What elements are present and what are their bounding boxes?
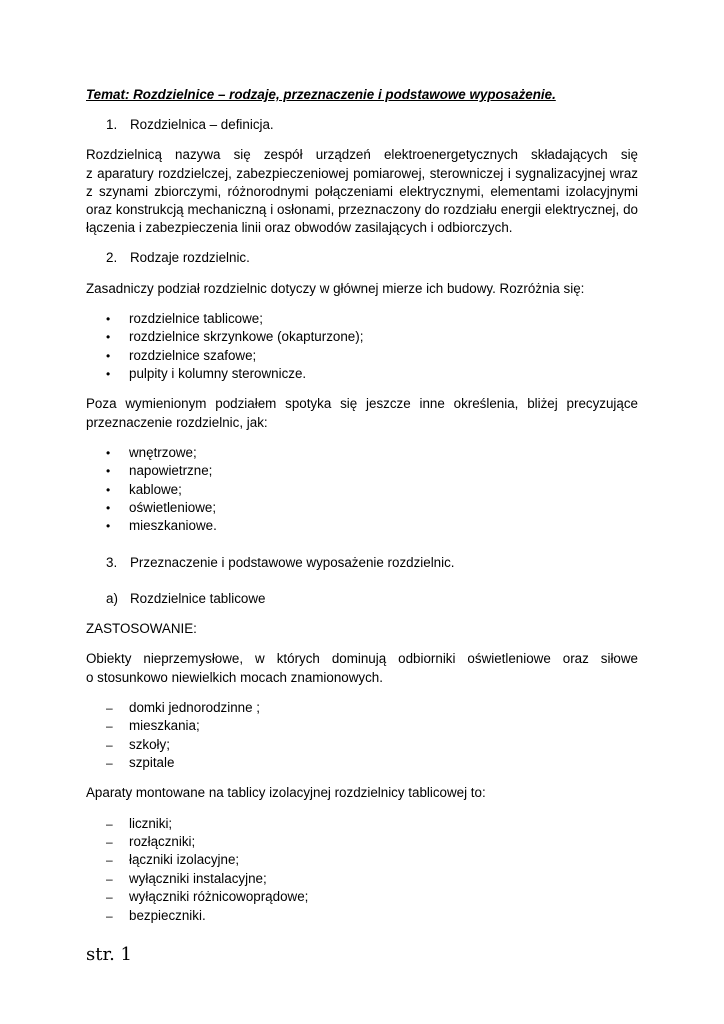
paragraph-line: Poza wymienionym podziałem spotyka się jeszcze inne określenia, bliżej precyzujące [86, 396, 638, 412]
list-item [86, 736, 638, 754]
paragraph-line: z szynami zbiorczymi, różnorodnymi połączeniami elektrycznymi, elementami izolacyjnymi [86, 183, 638, 199]
types-list [86, 310, 638, 384]
list-item-text: łączniki izolacyjne; [129, 852, 240, 868]
list-item-text: rozdzielnice skrzynkowe (okapturzone); [129, 329, 364, 345]
definition-paragraph [86, 146, 638, 237]
list-item [86, 310, 638, 328]
list-item-text: mieszkaniowe. [129, 518, 217, 534]
bullet-marker: • [106, 519, 111, 534]
dash-marker: – [106, 737, 113, 752]
section-2-number: 2. [106, 250, 118, 266]
list-item [86, 699, 638, 717]
dash-marker: – [106, 835, 113, 850]
list-item [86, 347, 638, 365]
section-2-title: Rodzaje rozdzielnic. [130, 250, 250, 266]
list-item [86, 462, 638, 480]
list-item-text: rozłączniki; [129, 834, 196, 850]
dash-marker: – [106, 719, 113, 734]
subsection-a-number: a) [106, 590, 118, 606]
dash-marker: – [106, 871, 113, 886]
section-1-number: 1. [106, 117, 118, 133]
paragraph-line: Obiekty nieprzemysłowe, w których dominują odbiorniki oświetleniowe oraz siłowe [86, 651, 638, 667]
types-intro: Zasadniczy podział rozdzielnic dotyczy w głównej mierze ich budowy. Rozróżnia się: [86, 280, 585, 296]
places-list [86, 699, 638, 773]
subsection-a-heading [86, 590, 638, 608]
bullet-marker: • [106, 501, 111, 516]
list-item-text: wyłączniki różnicowoprądowe; [129, 889, 309, 905]
dash-marker: – [106, 700, 113, 715]
list-item [86, 754, 638, 772]
section-3-title: Przeznaczenie i podstawowe wyposażenie rozdzielnic. [130, 554, 455, 570]
list-item [86, 444, 638, 462]
list-item [86, 833, 638, 851]
list-item-text: domki jednorodzinne ; [129, 699, 261, 715]
section-1-heading [86, 116, 638, 134]
paragraph-line: z aparatury rozdzielczej, zabezpieczeniowej pomiarowej, sterowniczej i sygnalizacyjnej wraz [86, 165, 638, 181]
page-number: str. 1 [86, 944, 132, 965]
application-paragraph [86, 650, 638, 686]
list-item-text: oświetleniowe; [129, 500, 217, 516]
bullet-marker: • [106, 445, 111, 460]
list-item-text: wyłączniki instalacyjne; [129, 870, 267, 886]
section-3-heading [86, 554, 638, 572]
list-item-text: rozdzielnice szafowe; [129, 347, 257, 363]
dash-marker: – [106, 756, 113, 771]
paragraph-line: Rozdzielnicą nazywa się zespół urządzeń elektroenergetycznych składających się [86, 147, 638, 163]
section-1-title: Rozdzielnica – definicja. [130, 117, 274, 133]
list-item-text: wnętrzowe; [129, 444, 197, 460]
bullet-marker: • [106, 482, 111, 497]
list-item [86, 815, 638, 833]
paragraph-line: oraz konstrukcją mechaniczną i osłonami, przeznaczony do rozdziału energii elektrycznej, do [86, 202, 638, 218]
kinds-intro-paragraph [86, 395, 638, 431]
list-item [86, 481, 638, 499]
subsection-a-title: Rozdzielnice tablicowe [130, 590, 266, 606]
list-item [86, 365, 638, 383]
dash-marker: – [106, 908, 113, 923]
list-item-text: szpitale [129, 755, 175, 771]
list-item-text: liczniki; [129, 815, 173, 831]
list-item [86, 717, 638, 735]
paragraph-line: łączenia i zabezpieczenia linii oraz obwodów zasilających i odbiorczych. [86, 220, 513, 236]
list-item [86, 888, 638, 906]
kinds-list [86, 444, 638, 536]
paragraph-line: przeznaczenie rozdzielnic, jak: [86, 414, 268, 430]
dash-marker: – [106, 853, 113, 868]
dash-marker: – [106, 816, 113, 831]
list-item [86, 328, 638, 346]
document-content [86, 86, 638, 925]
application-label: ZASTOSOWANIE: [86, 621, 197, 637]
bullet-marker: • [106, 348, 111, 363]
list-item [86, 906, 638, 924]
bullet-marker: • [106, 464, 111, 479]
list-item-text: rozdzielnice tablicowe; [129, 310, 263, 326]
list-item [86, 517, 638, 535]
list-item-text: kablowe; [129, 481, 182, 497]
list-item [86, 851, 638, 869]
section-2-heading [86, 249, 638, 267]
list-item-text: szkoły; [129, 736, 170, 752]
dash-marker: – [106, 890, 113, 905]
list-item-text: napowietrzne; [129, 463, 213, 479]
document-title: Temat: Rozdzielnice – rodzaje, przeznaczenie i podstawowe wyposażenie. [86, 87, 556, 102]
list-item-text: bezpieczniki. [129, 907, 206, 923]
list-item-text: mieszkania; [129, 718, 200, 734]
list-item [86, 870, 638, 888]
bullet-marker: • [106, 367, 111, 382]
bullet-marker: • [106, 311, 111, 326]
devices-intro: Aparaty montowane na tablicy izolacyjnej rozdzielnicy tablicowej to: [86, 785, 486, 801]
bullet-marker: • [106, 330, 111, 345]
list-item-text: pulpity i kolumny sterownicze. [129, 366, 307, 382]
list-item [86, 499, 638, 517]
section-3-number: 3. [106, 554, 118, 570]
paragraph-line: o stosunkowo niewielkich mocach znamionowych. [86, 669, 383, 685]
devices-list [86, 815, 638, 925]
